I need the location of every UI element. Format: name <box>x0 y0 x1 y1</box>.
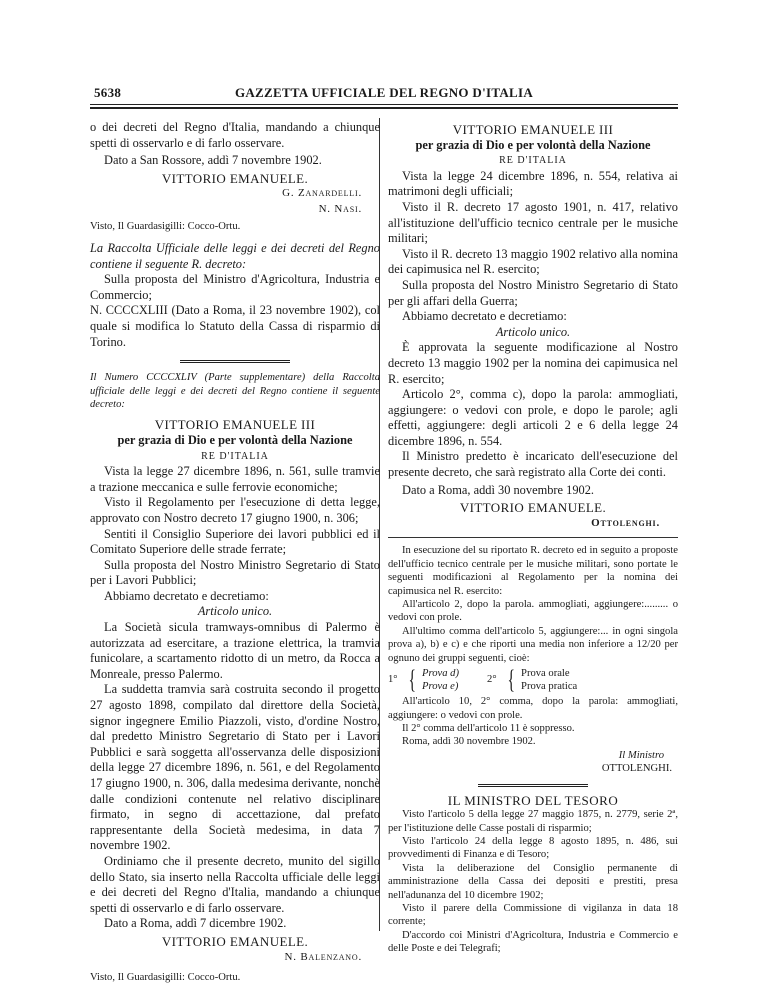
paragraph: Visto il R. decreto 13 maggio 1902 relativo alla nomina dei capimusica nel R. esercito; <box>388 246 678 277</box>
numero-intro: Il Numero CCCCXLIV (Parte supplementare) della Raccolta ufficiale delle leggi e dei decreti del Regno contiene il seguente decreto: <box>90 372 380 410</box>
article-heading: Articolo unico. <box>495 324 571 339</box>
date-line: Dato a Roma, addì 30 novembre 1902. <box>402 482 595 497</box>
paragraph: Sulla proposta del Ministro d'Agricoltura, Industria e Commercio; <box>90 272 380 302</box>
paragraph: La Società sicula tramways-omnibus di Palermo è autorizzata ad esercitare, a trazione elettrica, la tramvia funicolare, a scartamento ridotto di un metro, da Rocca a Monreale, presso Palermo. <box>90 620 380 681</box>
small-paragraph: In esecuzione del su riportato R. decreto ed in seguito a proposte dell'ufficio tecnico centrale per le musiche militari, sono portate le seguenti modificazioni al Regolamento per la nomina dei capimusica nel R. esercito: <box>388 545 678 597</box>
minister-signature: G. Zanardelli. <box>282 187 362 200</box>
small-paragraph: All'ultimo comma dell'articolo 5, aggiungere:... in ogni singola prova a), b) e c) e che riporti una media non inferiore a 12/20 per ognuno dei gruppi seguenti, cioè: <box>388 625 678 664</box>
group-option: Prova pratica <box>521 681 578 693</box>
minister-signature: N. Balenzano. <box>284 950 362 963</box>
paragraph: Abbiamo decretato e decretiamo: <box>402 309 567 324</box>
visto-line: Visto, Il Guardasigilli: Cocco-Ortu. <box>90 972 241 984</box>
king-signature: VITTORIO EMANUELE. <box>161 170 309 186</box>
minister-signature: Ottolenghi. <box>591 516 660 529</box>
paragraph: Sulla proposta del Nostro Ministro Segretario di Stato per i Lavori Pubblici; <box>90 557 380 588</box>
king-title: VITTORIO EMANUELE III <box>452 122 614 137</box>
header-rule-thick <box>90 107 678 109</box>
prova-groups <box>388 667 678 693</box>
paragraph: N. CCCCXLIII (Dato a Roma, il 23 novembre 1902), col quale si modifica lo Statuto della Cassa di risparmio di Torino. <box>90 303 380 349</box>
paragraph: Visto il R. decreto 17 agosto 1901, n. 417, relativo all'istituzione dell'ufficio tecnico centrale per le musiche militari; <box>388 199 678 246</box>
small-paragraph: All'articolo 2, dopo la parola. ammogliati, aggiungere:......... o vedovi con prole. <box>388 599 678 624</box>
small-paragraph: Visto l'articolo 24 della legge 8 agosto 1895, n. 486, sui provvedimenti di Finanza e di Tesoro; <box>388 835 678 861</box>
right-column <box>388 120 678 956</box>
small-paragraph: D'accordo coi Ministri d'Agricoltura, Industria e Commercio e delle Poste e dei Telegrafi; <box>388 929 678 955</box>
paragraph: Abbiamo decretato e decretiamo: <box>104 588 269 603</box>
group-2 <box>487 667 577 693</box>
paragraph: Il Ministro predetto è incaricato dell'esecuzione del presente decreto, che sarà registrato alla Corte dei conti. <box>388 449 678 480</box>
small-paragraph: Il 2° comma dell'articolo 11 è soppresso. <box>402 722 575 734</box>
header-rule <box>90 104 678 105</box>
small-paragraph: All'articolo 10, 2° comma, dopo la parola: ammogliati, aggiungere: o vedovi con prole. <box>388 696 678 721</box>
group-label: 1° <box>388 674 398 686</box>
page-number: 5638 <box>94 85 122 100</box>
king-signature: VITTORIO EMANUELE. <box>459 500 607 516</box>
gazette-title: GAZZETTA UFFICIALE DEL REGNO D'ITALIA <box>234 85 534 100</box>
minister-signature: N. Nasi. <box>318 202 362 215</box>
paragraph: Sulla proposta del Nostro Ministro Segretario di Stato per gli affari della Guerra; <box>388 277 678 308</box>
small-paragraph: Vista la deliberazione del Consiglio permanente di amministrazione della Cassa dei depositi e prestiti, presa nell'adunanza del 10 dicembre 1902; <box>388 862 678 901</box>
tesoro-title: IL MINISTRO DEL TESORO <box>447 792 619 808</box>
king-signature: VITTORIO EMANUELE. <box>161 933 309 949</box>
paragraph: Ordiniamo che il presente decreto, munito del sigillo dello Stato, sia inserto nella Raccolta ufficiale delle leggi e dei decreti del Regno d'Italia, mandando a chiunque spetti di osservarlo e di farlo osservare. <box>90 853 380 915</box>
paragraph: Articolo 2°, comma c), dopo la parola: ammogliati, aggiungere: o vedovi con prole, e dopo le parole; agli effetti, aggiungere: degli articoli 2 e 6 della legge 24 dicembre 1896, n. 554. <box>388 387 678 448</box>
visto-line: Visto, Il Guardasigilli: Cocco-Ortu. <box>90 220 241 232</box>
king-re: RE D'ITALIA <box>499 155 567 167</box>
brace-icon: { <box>408 665 416 695</box>
group-option: Prova e) <box>422 681 459 693</box>
paragraph: La suddetta tramvia sarà costruita secondo il progetto 27 agosto 1898, compilato dal direttore della Società, signor ingegnere Emilio Piazzoli, visto, d'ordine Nostro, dal predetto Ministro Segretario di Stato per i Lavori Pubblici e sarà soggetta all'osservanza delle disposizioni della legge 27 dicembre 1896, n. 561, e del Regolamento 17 giugno 1900, n. 306, dalla medesima derivante, nonchè dalle condizioni contenute nel relativo disciplinare firmato, in segno di accettazione, dal prefato rappresentante della Società medesima, in data 7 novembre 1902. <box>90 682 380 853</box>
small-paragraph: Roma, addì 30 novembre 1902. <box>402 736 536 748</box>
date-line: Dato a Roma, addì 7 dicembre 1902. <box>104 916 287 931</box>
raccolta-title: La Raccolta Ufficiale delle leggi e dei decreti del Regno contiene il seguente R. decreto: <box>90 240 380 271</box>
section-separator <box>478 784 588 787</box>
article-heading: Articolo unico. <box>197 604 273 619</box>
group-option: Prova d) <box>422 668 460 680</box>
date-line: Dato a San Rossore, addì 7 novembre 1902. <box>104 153 322 168</box>
king-grazia: per grazia di Dio e per volontà della Nazione <box>415 137 651 152</box>
small-paragraph: Visto l'articolo 5 della legge 27 maggio 1875, n. 2779, serie 2ª, per l'istituzione delle Casse postali di risparmio; <box>388 809 678 834</box>
paragraph: Sentiti il Consiglio Superiore dei lavori pubblici ed il Comitato Superiore delle strade ferrate; <box>90 526 380 557</box>
group-option: Prova orale <box>521 668 570 680</box>
king-title: VITTORIO EMANUELE III <box>154 417 316 433</box>
left-column <box>90 120 380 985</box>
paragraph: Vista la legge 24 dicembre 1896, n. 554, relativa ai matrimoni degli ufficiali; <box>388 168 678 199</box>
small-paragraph: Visto il parere della Commissione di vigilanza in data 18 corrente; <box>388 902 678 928</box>
paragraph: Visto il Regolamento per l'esecuzione di detta legge, approvato con Nostro decreto 17 giugno 1900, n. 306; <box>90 495 380 525</box>
section-separator <box>180 360 290 363</box>
minister-name: OTTOLENGHI. <box>601 763 672 775</box>
king-re: RE D'ITALIA <box>201 450 269 462</box>
group-1 <box>388 667 459 693</box>
paragraph: Vista la legge 27 dicembre 1896, n. 561, sulle tramvie a trazione meccanica e sulle ferrovie economiche; <box>90 464 380 494</box>
paragraph: È approvata la seguente modificazione al Nostro decreto 13 maggio 1902 per la nomina dei capimusica nel R. esercito; <box>388 340 678 386</box>
brace-icon: { <box>507 665 515 695</box>
king-grazia: per grazia di Dio e per volontà della Nazione <box>117 432 353 447</box>
page-header <box>90 85 678 101</box>
group-label: 2° <box>487 674 497 686</box>
section-separator <box>388 537 678 538</box>
paragraph: o dei decreti del Regno d'Italia, mandando a chiunque spetti di osservarlo e di farlo osservare. <box>90 120 380 150</box>
minister-label: Il Ministro <box>618 749 664 761</box>
